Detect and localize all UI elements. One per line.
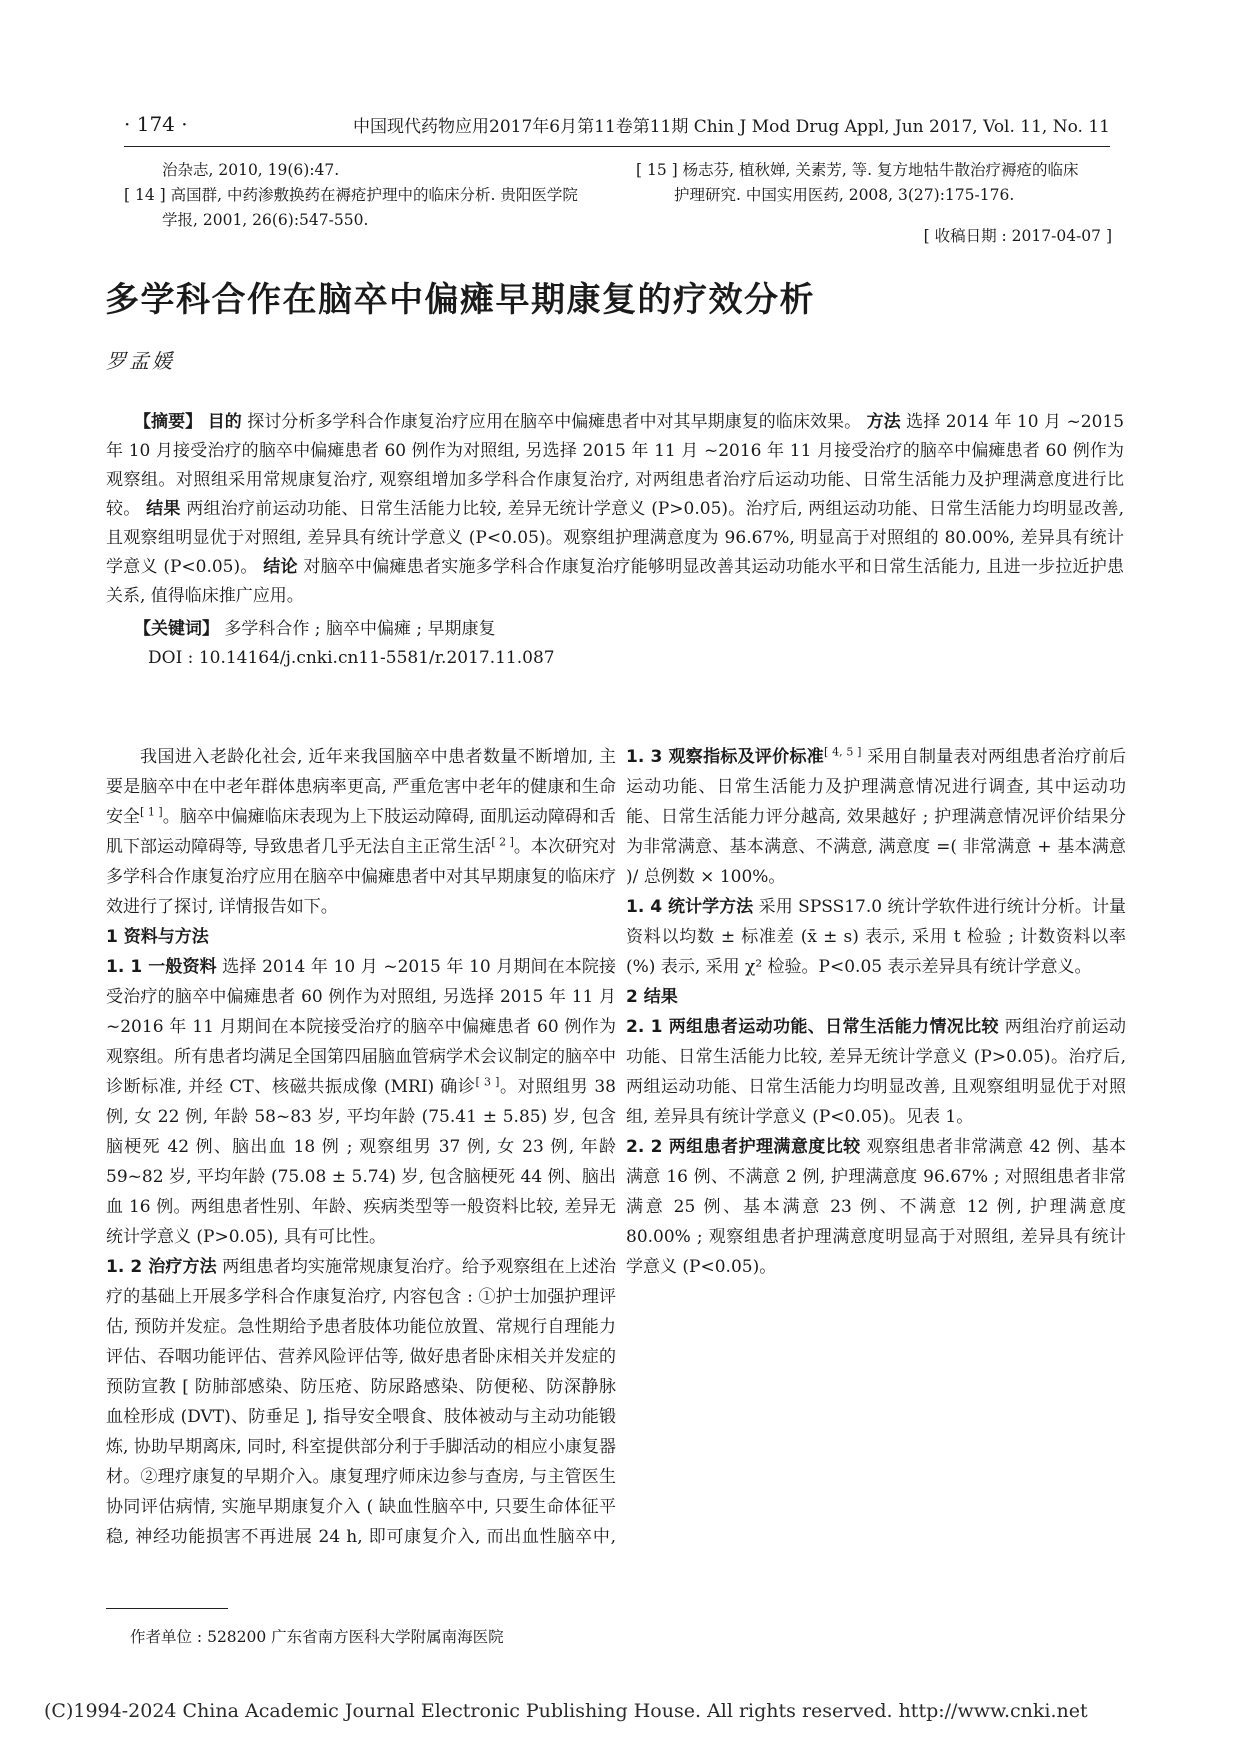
intro-text: 。本次研究对多学科合作康复治疗应用在脑卒中偏瘫患者中对其早期康复的临床疗效进行了探讨, 详情报告如下。 — [106, 837, 617, 917]
author-affiliation: 作者单位 : 528200 广东省南方医科大学附属南海医院 — [130, 1628, 504, 1646]
section-2-2 — [626, 1132, 1126, 1282]
intro-paragraph — [106, 742, 616, 922]
paragraph-text: 两组治疗前运动功能、日常生活能力比较, 差异无统计学意义 (P>0.05)。治疗后, 两组运动功能、日常生活能力均明显改善, 且观察组明显优于对照组, 差异具有统计学意义 (P<0.05)。见表 1。 — [626, 1017, 1127, 1127]
subsection-label: 2. 2 两组患者护理满意度比较 — [626, 1137, 861, 1157]
subsection-label: 2. 1 两组患者运动功能、日常生活能力情况比较 — [626, 1017, 999, 1037]
received-date: [ 收稿日期 : 2017-04-07 ] — [923, 226, 1112, 245]
reference-item — [636, 158, 1112, 208]
article-author: 罗孟媛 — [106, 349, 175, 373]
objective-label: 目的 — [207, 412, 242, 432]
body-column-right — [626, 742, 1126, 1282]
section-heading-results: 2 结果 — [626, 987, 678, 1007]
paragraph-text: 。对照组男 38 例, 女 22 例, 年龄 58~83 岁, 平均年龄 (75.41 ± 5.85) 岁, 包含脑梗死 42 例、脑出血 18 例 ; 观察组男 37 例, 女 23 例, 年龄 59~82 岁, 平均年龄 (75.08 ± 5.74) 岁, 包含脑梗死 44 例、脑出血 16 例。两组患者性别、年龄、疾病类型等一般资料比较, 差异无统计学意义 (P>0.05), 具有可比性。 — [106, 1077, 616, 1247]
section-1-4 — [626, 892, 1126, 982]
reference-text: 高国群, 中药渗敷换药在褥疮护理中的临床分析. 贵阳医学院 — [170, 186, 578, 204]
paragraph-text: 观察组患者非常满意 42 例、基本满意 16 例、不满意 2 例, 护理满意度 96.67% ; 对照组患者非常满意 25 例、基本满意 23 例、不满意 12 例, 护理满意度 80.00% ; 观察组患者护理满意度明显高于对照组, 差异具有统计学意义 (P<0.05)。 — [626, 1137, 1127, 1277]
paragraph-text: 选择 2014 年 10 月 ~2015 年 10 月期间在本院接受治疗的脑卒中偏瘫患者 60 例作为对照组, 另选择 2015 年 11 月 ~2016 年 11 月期间在本院接受治疗的脑卒中偏瘫患者 60 例作为观察组。所有患者均满足全国第四届脑血管病学术会议制定的脑卒中诊断标准, 并经 CT、核磁共振成像 (MRI) 确诊 — [106, 957, 617, 1097]
section-1-2 — [106, 1252, 616, 1552]
reference-item — [124, 183, 614, 233]
reference-text-cont: 学报, 2001, 26(6):547-550. — [162, 211, 369, 229]
section-2-1 — [626, 1012, 1126, 1132]
results-text: 两组治疗前运动功能、日常生活能力比较, 差异无统计学意义 (P>0.05)。治疗后, 两组运动功能、日常生活能力均明显改善, 且观察组明显优于对照组, 差异具有统计学意义 (P<0.05)。观察组护理满意度为 96.67%, 明显高于对照组的 80.00%, 差异具有统计学意义 (P<0.05)。 — [106, 499, 1125, 577]
reference-list-left — [124, 158, 614, 233]
subsection-label: 1. 4 统计学方法 — [626, 897, 754, 917]
abstract — [106, 408, 1124, 673]
body-column-left — [106, 742, 616, 1552]
subsection-label: 1. 3 观察指标及评价标准 — [626, 747, 825, 767]
footnote-divider — [106, 1608, 228, 1609]
reference-text-cont: 护理研究. 中国实用医药, 2008, 3(27):175-176. — [674, 186, 1015, 204]
citation: [ 4, 5 ] — [824, 745, 862, 759]
citation: [ 1 ] — [140, 805, 163, 819]
header-divider — [124, 146, 1110, 147]
reference-text: 杨志芬, 植秋婵, 关素芳, 等. 复方地牯牛散治疗褥疮的临床 — [682, 161, 1079, 179]
reference-text: 治杂志, 2010, 19(6):47. — [162, 161, 340, 179]
paragraph-text: 采用 SPSS17.0 统计学软件进行统计分析。计量资料以均数 ± 标准差 (x̄ ± s) 表示, 采用 t 检验 ; 计数资料以率 (%) 表示, 采用 χ² 检验。P<0.05 表示差异具有统计学意义。 — [626, 897, 1126, 977]
section-heading-methods: 1 资料与方法 — [106, 927, 209, 947]
intro-text: 。脑卒中偏瘫临床表现为上下肢运动障碍, 面肌运动障碍和舌肌下部运动障碍等, 导致患者几乎无法自主正常生活 — [106, 807, 617, 857]
reference-label: [ 14 ] — [124, 186, 166, 204]
conclusion-label: 结论 — [263, 557, 298, 577]
objective-text: 探讨分析多学科合作康复治疗应用在脑卒中偏瘫患者中对其早期康复的临床效果。 — [247, 412, 862, 432]
results-label: 结果 — [146, 499, 181, 519]
section-1-1 — [106, 952, 616, 1252]
methods-label: 方法 — [866, 412, 901, 432]
keywords-label: 【关键词】 — [134, 619, 219, 639]
methods-text: 选择 2014 年 10 月 ~2015 年 10 月接受治疗的脑卒中偏瘫患者 60 例作为对照组, 另选择 2015 年 11 月 ~2016 年 11 月接受治疗的脑卒中偏瘫患者 60 例作为观察组。对照组采用常规康复治疗, 观察组增加多学科合作康复治疗, 对两组患者治疗后运动功能、日常生活能力及护理满意度进行比较。 — [106, 412, 1125, 519]
conclusion-text: 对脑卒中偏瘫患者实施多学科合作康复治疗能够明显改善其运动功能水平和日常生活能力, 且进一步拉近护患关系, 值得临床推广应用。 — [106, 557, 1125, 606]
subsection-label: 1. 2 治疗方法 — [106, 1257, 217, 1277]
doi: DOI : 10.14164/j.cnki.cn11-5581/r.2017.11.087 — [148, 648, 555, 668]
page-number: · 174 · — [124, 112, 188, 136]
citation: [ 2 ] — [491, 835, 514, 849]
journal-header: 中国现代药物应用2017年6月第11卷第11期 Chin J Mod Drug Appl, Jun 2017, Vol. 11, No. 11 — [353, 117, 1110, 137]
reference-list-right — [636, 158, 1112, 264]
copyright-notice: (C)1994-2024 China Academic Journal Electronic Publishing House. All rights reserved. http://www.cnki.net — [44, 1700, 1088, 1722]
paragraph-text: 两组患者均实施常规康复治疗。给予观察组在上述治疗的基础上开展多学科合作康复治疗, 内容包含 : ①护士加强护理评估, 预防并发症。急性期给予患者肢体功能位放置、常规行自理能力评估、吞咽功能评估、营养风险评估等, 做好患者卧床相关并发症的预防宣教 [ 防肺部感染、防压疮、防尿路感染、防便秘、防深静脉血栓形成 (DVT)、防垂足 ], 指导安全喂食、肢体被动与主动功能锻炼, 协助早期离床, 同时, 科室提供部分利于手脚活动的相应小康复器材。②理疗康复的早期介入。康复理疗师床边参与查房, 与主管医生协同评估病情, 实施早期康复介入 ( 缺血性脑卒中, 只要生命体征平稳, 神经功能损害不再进展 24 h, 即可康复介入, 而出血性脑卒中, — [106, 1257, 616, 1547]
citation: [ 3 ] — [475, 1075, 500, 1089]
reference-label: [ 15 ] — [636, 161, 678, 179]
subsection-label: 1. 1 一般资料 — [106, 957, 217, 977]
article-title: 多学科合作在脑卒中偏瘫早期康复的疗效分析 — [105, 280, 815, 320]
intro-text: 我国进入老龄化社会, 近年来我国脑卒中患者数量不断增加, 主要是脑卒中在中老年群体患病率更高, 严重危害中老年的健康和生命安全 — [106, 747, 616, 827]
abstract-label: 【摘要】 — [134, 412, 203, 432]
reference-item — [124, 158, 614, 183]
section-1-3 — [626, 742, 1126, 892]
paragraph-text: 采用自制量表对两组患者治疗前后运动功能、日常生活能力及护理满意情况进行调查, 其中运动功能、日常生活能力评分越高, 效果越好 ; 护理满意情况评价结果分为非常满意、基本满意、不满意, 满意度 =( 非常满意 + 基本满意 )/ 总例数 × 100%。 — [626, 747, 1127, 887]
keywords-text: 多学科合作 ; 脑卒中偏瘫 ; 早期康复 — [224, 619, 496, 639]
